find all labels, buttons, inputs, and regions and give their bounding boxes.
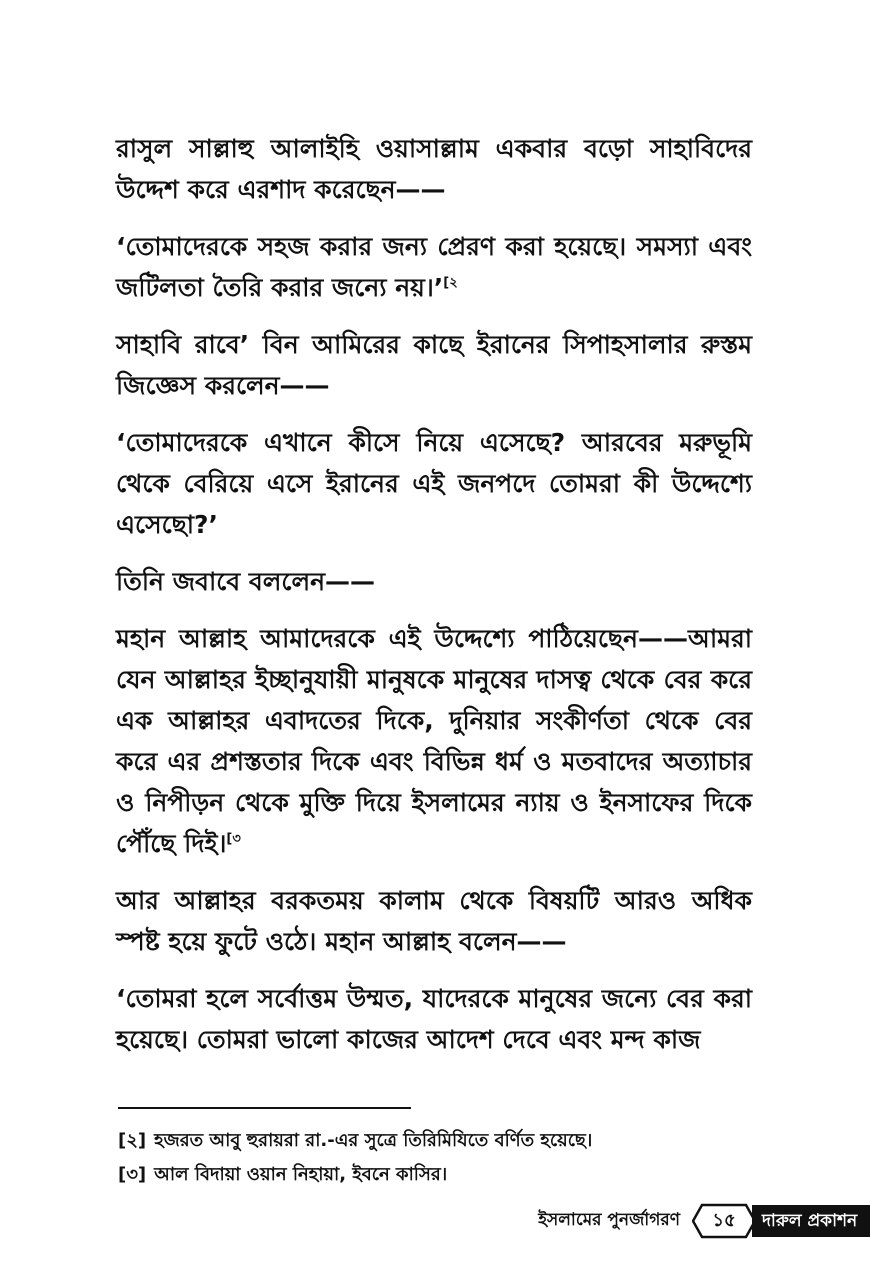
paragraph-text: আর আল্লাহর বরকতময় কালাম থেকে বিষয়টি আরও অধিক স্পষ্ট হয়ে ফুটে ওঠে। মহান আল্লাহ বলেন—— bbox=[116, 886, 752, 956]
footnote-3 bbox=[118, 1158, 768, 1192]
footnote-text: হজরত আবু হুরায়রা রা.-এর সুত্রে তিরিমিযিতে বর্ণিত হয়েছে। bbox=[154, 1130, 593, 1151]
paragraph-text: ‘তোমাদেরকে সহজ করার জন্য প্রেরণ করা হয়েছে। সমস্যা এবং জটিলতা তৈরি করার জন্যে নয়।’ bbox=[116, 232, 752, 302]
page-number-badge bbox=[692, 1203, 756, 1239]
publisher-logo bbox=[752, 1205, 870, 1237]
footnotes bbox=[118, 1124, 768, 1192]
footnote-ref-2[interactable]: [২ bbox=[443, 275, 458, 291]
page-number: ১৫ bbox=[712, 1210, 736, 1231]
publisher-name: দারুল প্রকাশন bbox=[762, 1211, 858, 1231]
paragraph-text: মহান আল্লাহ আমাদেরকে এই উদ্দেশ্যে পাঠিয়েছেন——আমরা যেন আল্লাহর ইচ্ছানুযায়ী মানুষকে মানুষের দাসত্ব থেকে বের করে এক আল্লাহর এবাদতের দিকে, দুনিয়ার সংকীর্ণতা থেকে বের করে এর প্রশস্ততার দিকে এবং বিভিন্ন ধর্ম ও মতবাদের অত্যাচার ও নিপীড়ন থেকে মুক্তি দিয়ে ইসলামের ন্যায় ও ইনসাফের দিকে পৌঁছে দিই। bbox=[116, 624, 752, 858]
paragraph-text: রাসুল সাল্লাহু আলাইহি ওয়াসাল্লাম একবার বড়ো সাহাবিদের উদ্দেশ করে এরশাদ করেছেন—— bbox=[116, 134, 752, 204]
paragraph-7 bbox=[116, 880, 752, 962]
footnote-divider bbox=[118, 1107, 411, 1109]
paragraph-text: সাহাবি রাবে’ বিন আমিরের কাছে ইরানের সিপাহসালার রুস্তম জিজ্ঞেস করলেন—— bbox=[116, 330, 752, 400]
paragraph-text: ‘তোমাদেরকে এখানে কীসে নিয়ে এসেছে? আরবের মরুভূমি থেকে বেরিয়ে এসে ইরানের এই জনপদে তোমরা কী উদ্দেশ্যে এসেছো?’ bbox=[116, 428, 752, 539]
footnote-ref-3[interactable]: [৩ bbox=[226, 831, 241, 847]
paragraph-4 bbox=[116, 422, 752, 545]
main-text bbox=[116, 128, 752, 1076]
paragraph-3 bbox=[116, 324, 752, 406]
paragraph-5 bbox=[116, 561, 752, 602]
footnote-text: আল বিদায়া ওয়ান নিহায়া, ইবনে কাসির। bbox=[154, 1164, 448, 1185]
page-footer bbox=[0, 1198, 870, 1244]
footnote-number: [২] bbox=[118, 1130, 147, 1151]
paragraph-1 bbox=[116, 128, 752, 210]
book-title: ইসলামের পুনর্জাগরণ bbox=[538, 1210, 680, 1230]
paragraph-2 bbox=[116, 226, 752, 308]
paragraph-text: তিনি জবাবে বললেন—— bbox=[116, 567, 376, 596]
paragraph-8 bbox=[116, 978, 752, 1060]
paragraph-6 bbox=[116, 618, 752, 864]
paragraph-text: ‘তোমরা হলে সর্বোত্তম উম্মত, যাদেরকে মানুষের জন্যে বের করা হয়েছে। তোমরা ভালো কাজের আদেশ দেবে এবং মন্দ কাজ bbox=[116, 984, 752, 1054]
footnote-number: [৩] bbox=[118, 1164, 147, 1185]
footnote-2 bbox=[118, 1124, 768, 1158]
